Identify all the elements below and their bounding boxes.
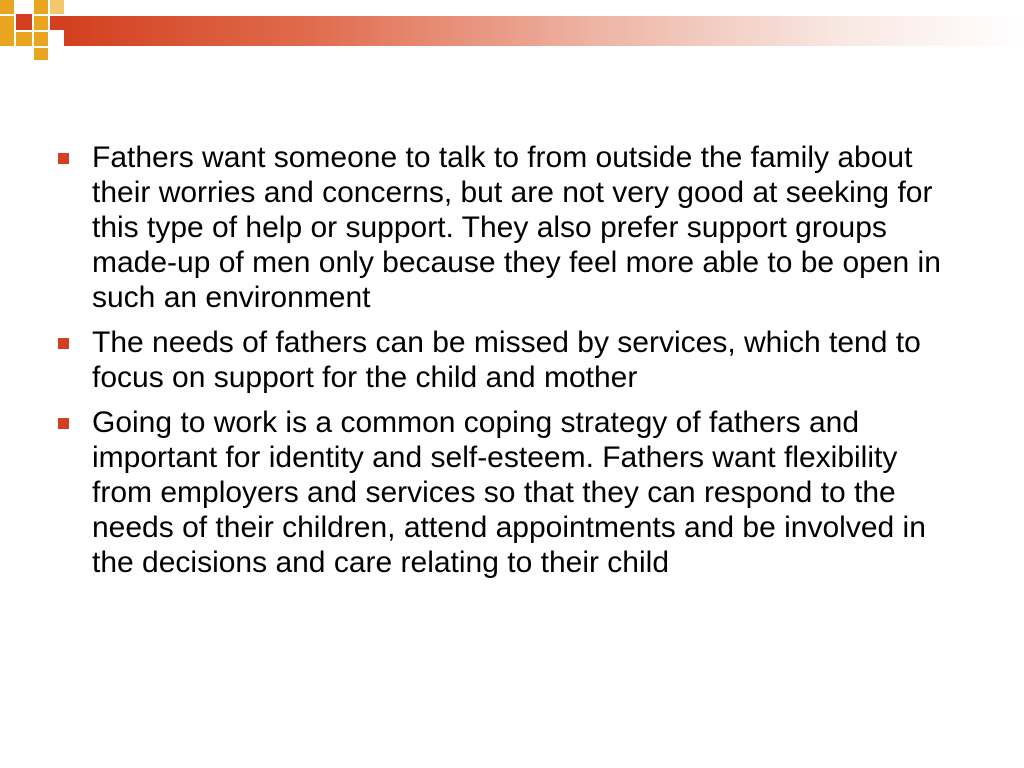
square-bullet-icon bbox=[58, 418, 69, 429]
deco-square bbox=[16, 32, 32, 46]
deco-square bbox=[16, 14, 32, 30]
header-gradient-bar bbox=[64, 16, 1024, 46]
deco-square bbox=[34, 48, 48, 60]
square-bullet-icon bbox=[58, 338, 69, 349]
slide-body bbox=[50, 140, 960, 590]
deco-square bbox=[34, 16, 48, 30]
bullet-item bbox=[50, 140, 960, 315]
deco-square bbox=[50, 16, 64, 30]
deco-square bbox=[34, 0, 48, 14]
bullet-item bbox=[50, 405, 960, 580]
deco-square bbox=[0, 16, 14, 46]
bullet-item bbox=[50, 325, 960, 395]
bullet-text: The needs of fathers can be missed by services, which tend to focus on support for the child and mother bbox=[92, 326, 921, 394]
deco-square bbox=[50, 0, 64, 14]
bullet-text: Fathers want someone to talk to from outside the family about their worries and concerns, but are not very good at seeking for this type of help or support. They also prefer support groups made-up of men only because they feel more able to be open in such an environment bbox=[92, 141, 941, 314]
deco-square bbox=[34, 32, 48, 46]
bullet-list bbox=[50, 140, 960, 580]
bullet-text: Going to work is a common coping strategy of fathers and important for identity and self-esteem. Fathers want flexibility from employers and services so that they can respond to the needs of their children, attend appointments and be involved in the decisions and care relating to their child bbox=[92, 406, 926, 579]
deco-square bbox=[0, 0, 14, 14]
square-bullet-icon bbox=[58, 153, 69, 164]
